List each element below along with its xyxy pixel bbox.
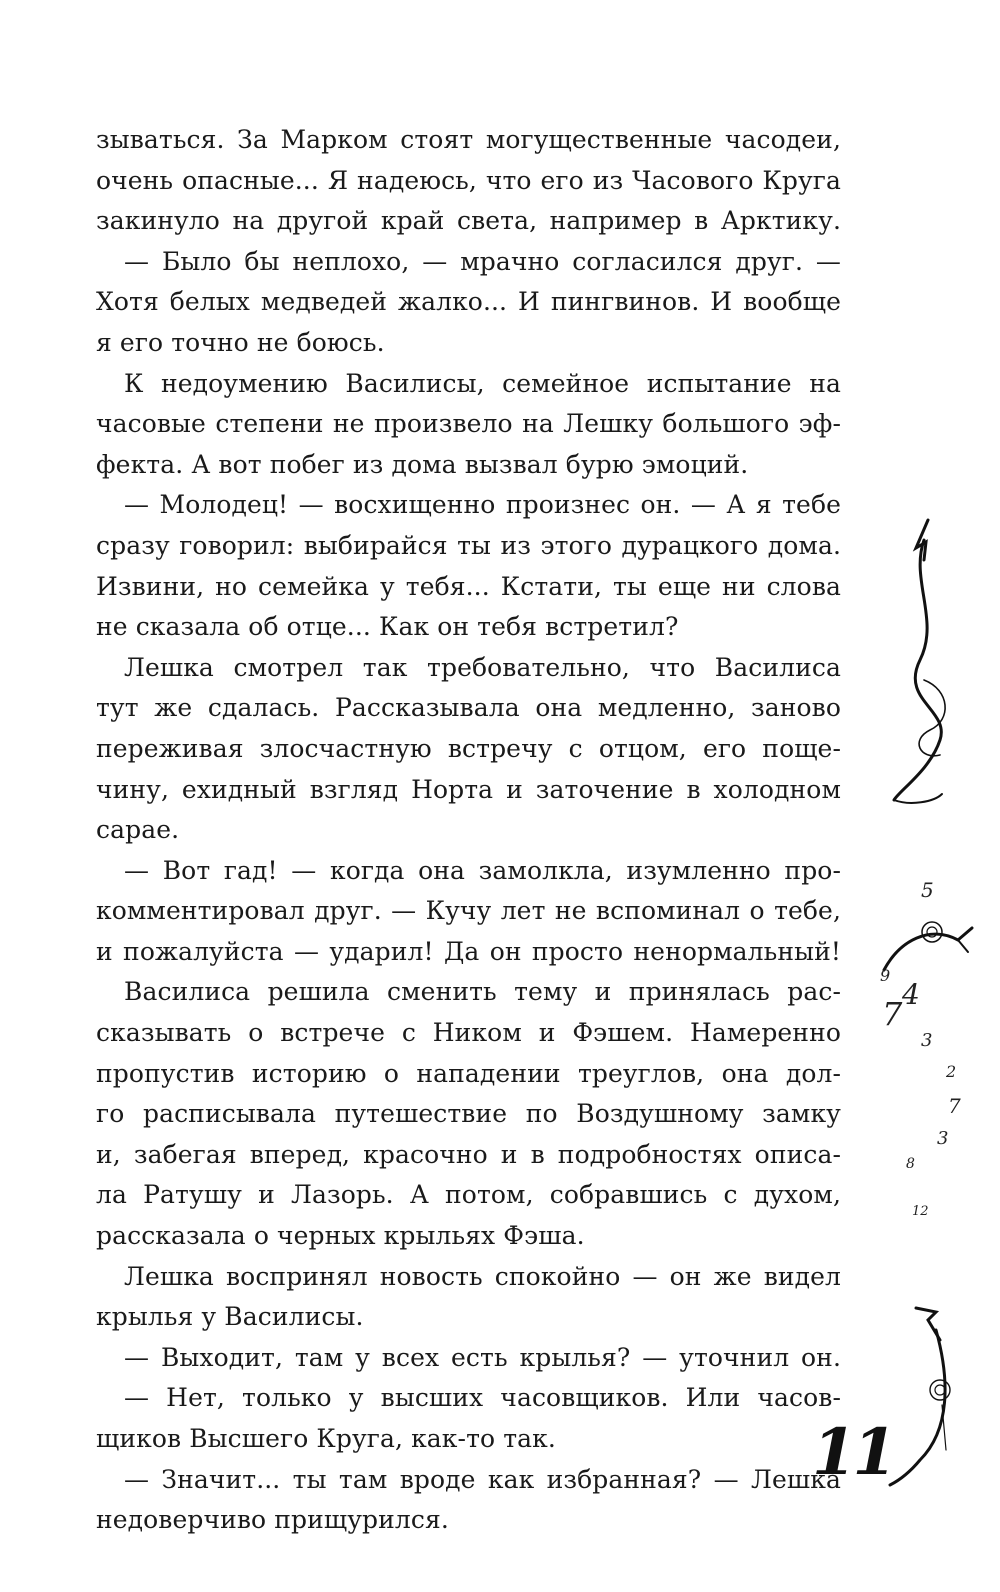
text-line: не сказала об отце... Как он тебя встретил? <box>96 612 679 642</box>
text-line: рассказала о черных крыльях Фэша. <box>96 1221 585 1251</box>
margin-digit: 8 <box>906 1156 915 1172</box>
text-line: Лешка смотрел так требовательно, что Василиса <box>124 652 841 682</box>
margin-digit: 12 <box>912 1204 929 1219</box>
text-line: зываться. За Марком стоят могущественные часодеи, <box>96 125 841 154</box>
text-line: Хотя белых медведей жалко... И пингвинов. И вообще <box>96 287 841 317</box>
text-line: чину, ехидный взгляд Норта и заточение в холодном <box>96 774 841 804</box>
margin-digit: 7 <box>882 995 903 1033</box>
text-line: щиков Высшего Круга, как-то так. <box>96 1424 556 1453</box>
text-line: я его точно не боюсь. <box>96 327 385 357</box>
text-line: недоверчиво прищурился. <box>96 1505 449 1535</box>
text-line: комментировал друг. — Кучу лет не вспоминал о тебе, <box>96 896 841 926</box>
text-line: — Вот гад! — когда она замолкла, изумленно про- <box>124 855 841 885</box>
margin-digit: 7 <box>948 1094 961 1118</box>
text-body <box>96 120 841 1541</box>
text-line: часовые степени не произвело на Лешку большого эф- <box>96 409 841 439</box>
text-line: сразу говорил: выбирайся ты из этого дурацкого дома. <box>96 530 841 560</box>
margin-digit: 3 <box>937 1128 949 1149</box>
text-line: и пожалуйста — ударил! Да он просто ненормальный! <box>96 936 841 966</box>
text-line: фекта. А вот побег из дома вызвал бурю эмоций. <box>96 449 749 479</box>
text-line: очень опасные... Я надеюсь, что его из Часового Круга <box>96 165 841 195</box>
text-line: го расписывала путешествие по Воздушному замку <box>96 1099 841 1129</box>
text-line: сказывать о встрече с Ником и Фэшем. Намеренно <box>96 1018 841 1048</box>
margin-digit: 4 <box>902 978 920 1011</box>
text-line: ла Ратушу и Лазорь. А потом, собравшись с духом, <box>96 1180 841 1210</box>
text-line: крылья у Василисы. <box>96 1302 364 1332</box>
text-line: — Нет, только у высших часовщиков. Или часов- <box>124 1383 841 1413</box>
text-line: пропустив историю о нападении треуглов, она дол- <box>96 1058 841 1088</box>
margin-digit: 2 <box>946 1062 957 1081</box>
text-line: — Значит... ты там вроде как избранная? — Лешка <box>124 1464 841 1494</box>
text-line: и, забегая вперед, красочно и в подробностях описа- <box>96 1139 841 1169</box>
page-number: 11 <box>812 1415 894 1490</box>
text-line: закинуло на другой край света, например в Арктику. <box>96 206 841 236</box>
text-line: переживая злосчастную встречу с отцом, его поще- <box>96 733 841 763</box>
margin-digit: 5 <box>921 878 934 902</box>
margin-digit: 9 <box>880 966 891 985</box>
text-line: тут же сдалась. Рассказывала она медленно, заново <box>96 693 841 723</box>
text-line: — Молодец! — восхищенно произнес он. — А я тебе <box>124 490 841 520</box>
text-line: — Выходит, там у всех есть крылья? — уточнил он. <box>124 1342 841 1372</box>
text-line: Василиса решила сменить тему и принялась рас- <box>124 977 841 1007</box>
margin-digit: 3 <box>921 1030 933 1051</box>
text-line: Извини, но семейка у тебя... Кстати, ты еще ни слова <box>96 571 841 601</box>
text-line: К недоумению Василисы, семейное испытание на <box>124 368 841 398</box>
text-line: сарае. <box>96 815 180 845</box>
text-line: — Было бы неплохо, — мрачно согласился друг. — <box>124 246 841 276</box>
text-line: Лешка воспринял новость спокойно — он же видел <box>124 1261 841 1291</box>
